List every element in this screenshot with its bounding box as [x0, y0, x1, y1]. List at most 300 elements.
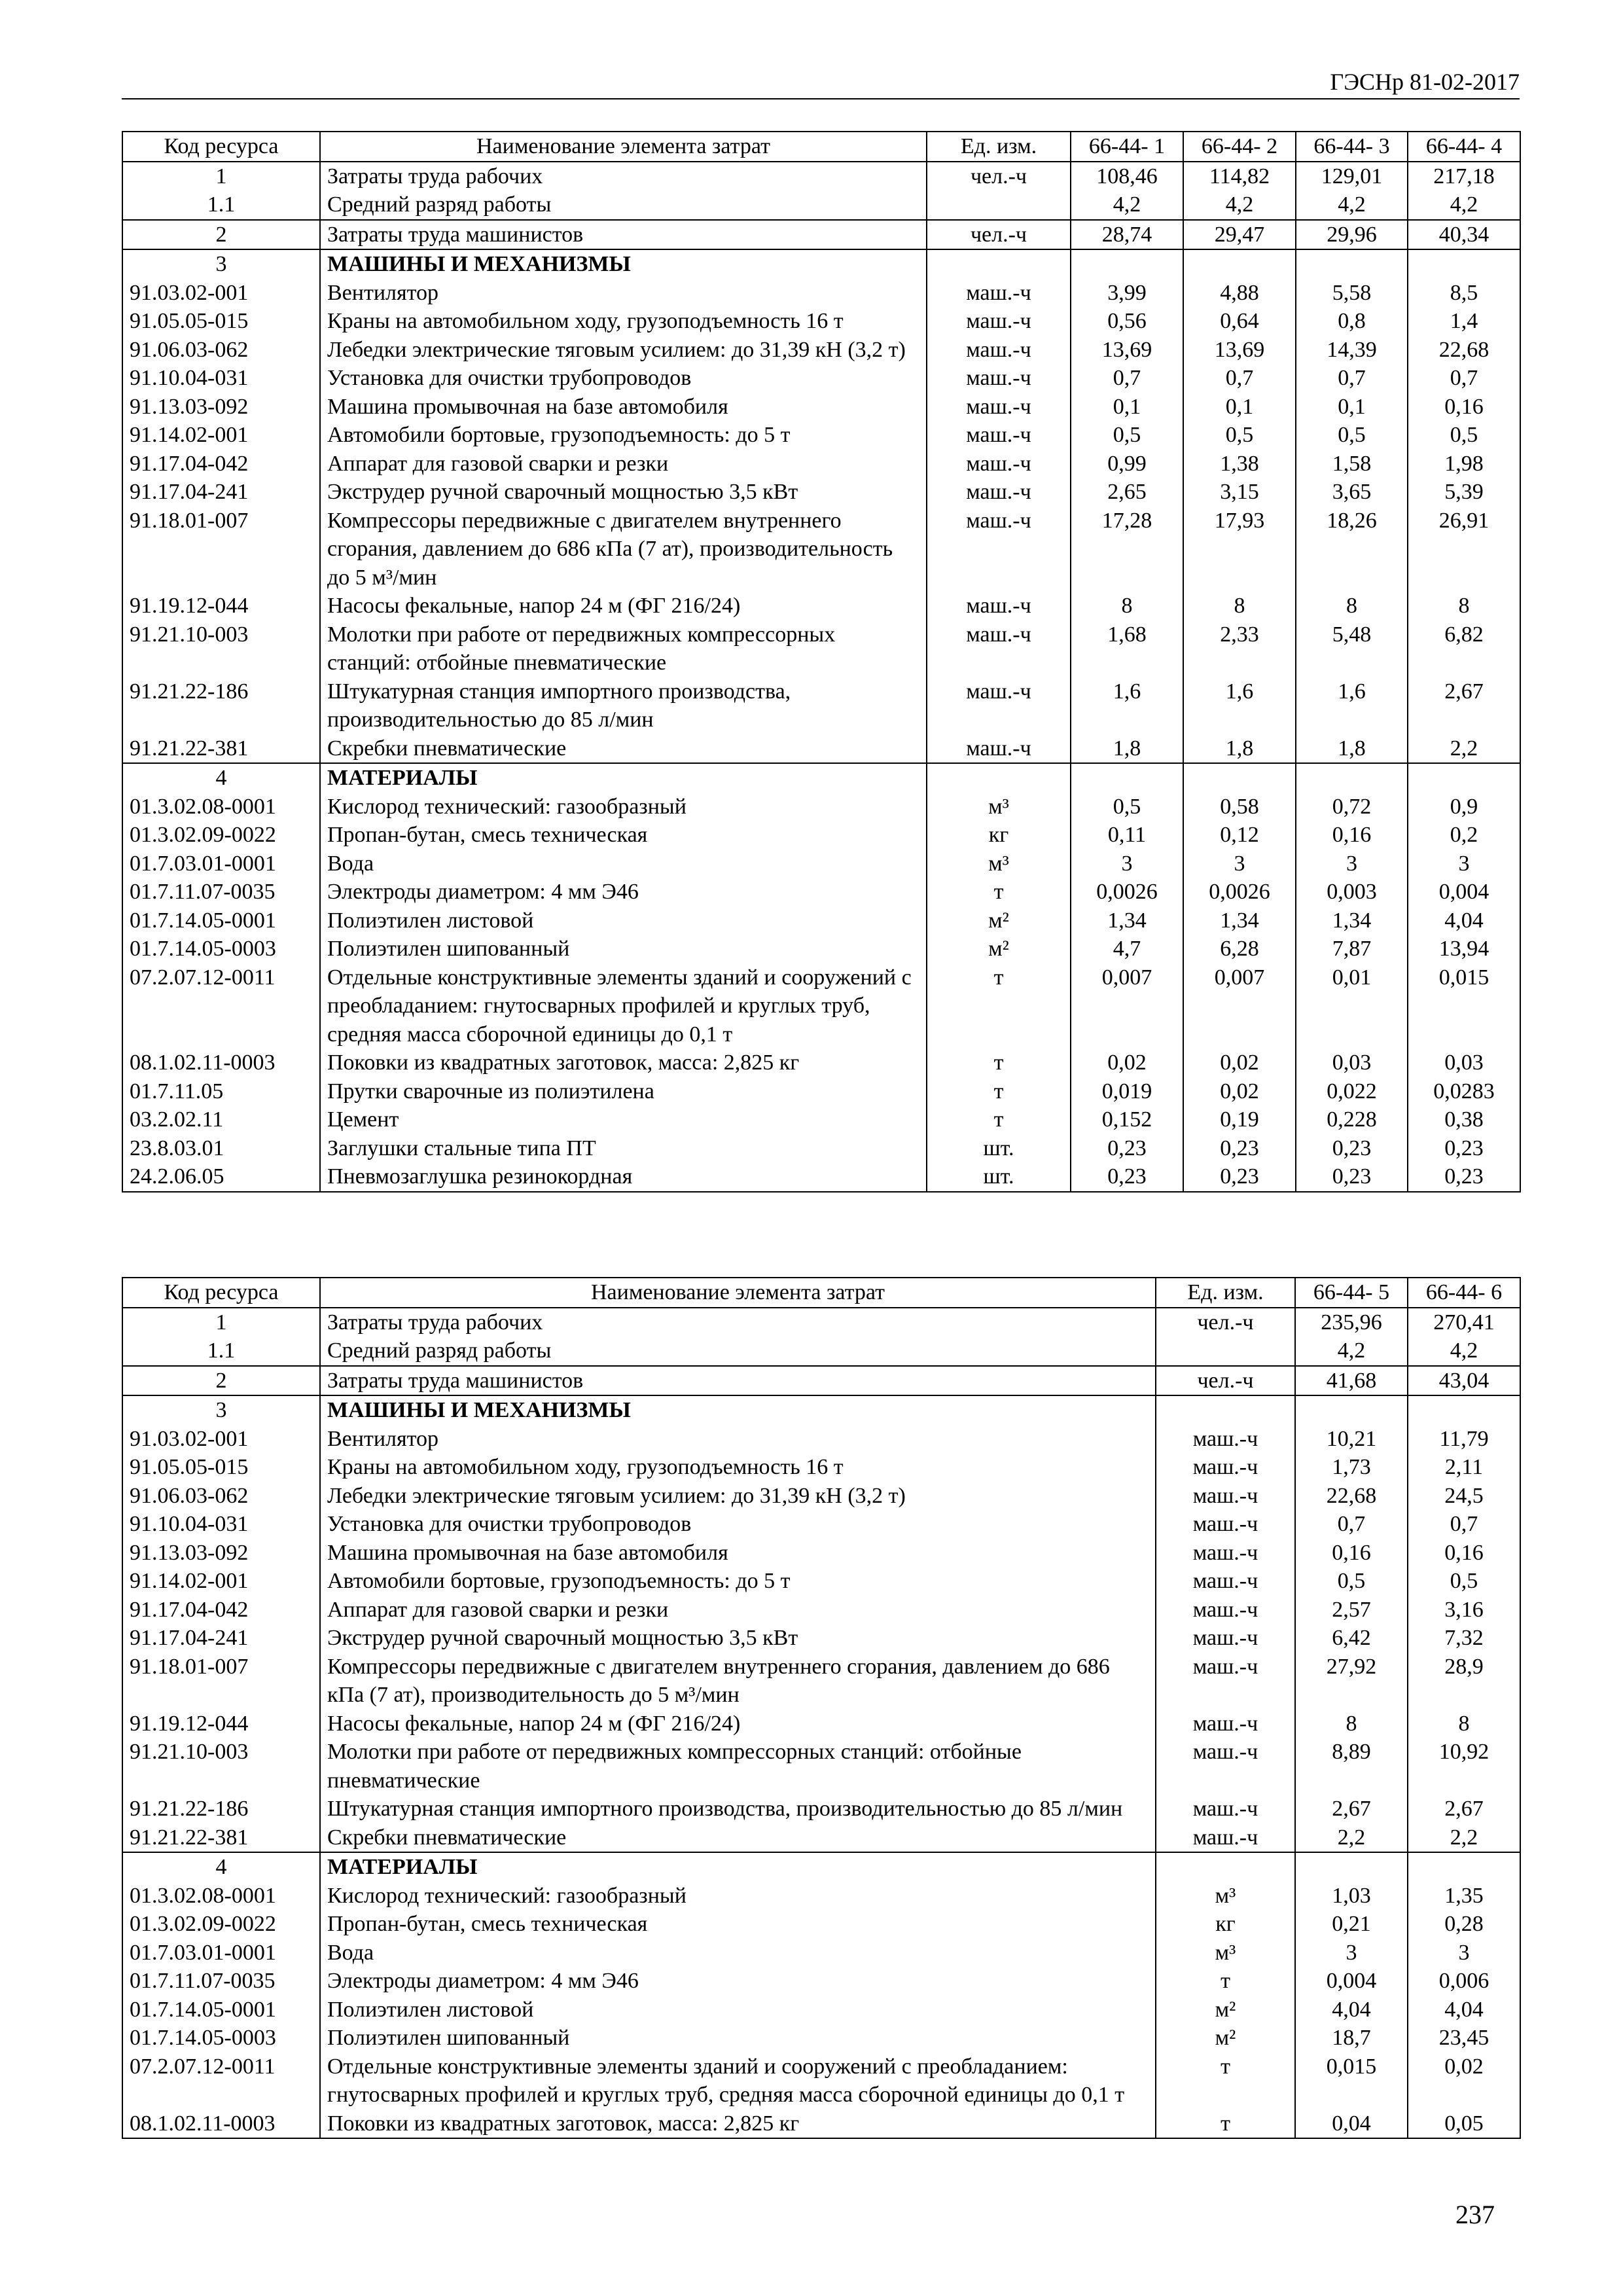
value-cell: 0,23 [1183, 1134, 1296, 1163]
value-cell: 0,23 [1183, 1162, 1296, 1192]
table-row [122, 1162, 1520, 1192]
value-cell: 8,5 [1408, 279, 1520, 308]
unit [1156, 1852, 1295, 1882]
unit: чел.-ч [927, 220, 1071, 250]
value-cell: 2,33 [1183, 620, 1296, 677]
table-row [122, 478, 1520, 507]
resource-name: Вентилятор [320, 279, 927, 308]
value-cell [1408, 1852, 1520, 1882]
resource-code: 01.7.14.05-0001 [122, 906, 320, 935]
table-row [122, 850, 1520, 878]
unit: маш.-ч [1156, 1624, 1295, 1653]
resource-name: Затраты труда рабочих [320, 162, 927, 191]
value-cell: 235,96 [1295, 1308, 1408, 1337]
resource-name: Отдельные конструктивные элементы зданий и сооружений с преобладанием: гнутосварных профилей и круглых труб, средняя масса сборочной единицы до 0,1 т [320, 963, 927, 1049]
value-cell: 8 [1296, 592, 1408, 620]
unit: маш.-ч [1156, 1567, 1295, 1596]
unit: маш.-ч [1156, 1510, 1295, 1539]
value-cell: 8 [1071, 592, 1183, 620]
resource-code: 91.21.22-381 [122, 734, 320, 764]
value-cell: 0,28 [1408, 1910, 1520, 1939]
resource-name: Аппарат для газовой сварки и резки [320, 1596, 1156, 1624]
unit: т [927, 1077, 1071, 1106]
resource-code: 2 [122, 1366, 320, 1396]
value-cell: 3,99 [1071, 279, 1183, 308]
resource-code: 1 [122, 162, 320, 191]
value-cell: 0,7 [1408, 364, 1520, 393]
value-cell: 0,015 [1408, 963, 1520, 1049]
value-cell: 27,92 [1295, 1653, 1408, 1710]
value-cell: 0,004 [1408, 878, 1520, 906]
resource-name: Пропан-бутан, смесь техническая [320, 1910, 1156, 1939]
resource-code: 91.18.01-007 [122, 1653, 320, 1710]
value-cell: 1,38 [1183, 450, 1296, 478]
resource-code: 2 [122, 220, 320, 250]
column-header: Код ресурса [122, 132, 320, 162]
table-row [122, 1425, 1520, 1454]
value-cell: 0,9 [1408, 793, 1520, 821]
resource-name: Штукатурная станция импортного производства, производительностью до 85 л/мин [320, 1795, 1156, 1823]
table-row [122, 1308, 1520, 1337]
value-cell: 0,1 [1183, 393, 1296, 422]
value-cell: 3 [1295, 1939, 1408, 1967]
resource-name: Экструдер ручной сварочный мощностью 3,5 кВт [320, 1624, 1156, 1653]
resource-name: Краны на автомобильном ходу, грузоподъемность 16 т [320, 1453, 1156, 1482]
value-cell: 7,87 [1296, 935, 1408, 963]
value-cell [1408, 763, 1520, 793]
value-cell: 2,11 [1408, 1453, 1520, 1482]
table-row [122, 1105, 1520, 1134]
unit: маш.-ч [1156, 1425, 1295, 1454]
resource-code: 1 [122, 1308, 320, 1337]
unit: м³ [1156, 1939, 1295, 1967]
resource-code: 03.2.02.11 [122, 1105, 320, 1134]
value-cell: 3 [1183, 850, 1296, 878]
resource-name: Затраты труда машинистов [320, 1366, 1156, 1396]
unit: кг [1156, 1910, 1295, 1939]
unit: т [1156, 2053, 1295, 2109]
table-row [122, 734, 1520, 764]
resource-name: Поковки из квадратных заготовок, масса: 2,825 кг [320, 2109, 1156, 2139]
unit: м² [927, 935, 1071, 963]
value-cell: 28,9 [1408, 1653, 1520, 1710]
resource-code: 91.14.02-001 [122, 1567, 320, 1596]
table-row [122, 1710, 1520, 1738]
resource-name: Электроды диаметром: 4 мм Э46 [320, 878, 927, 906]
table-row [122, 963, 1520, 1049]
column-header: 66-44- 5 [1295, 1278, 1408, 1308]
page-number: 237 [1455, 2200, 1495, 2229]
value-cell: 0,1 [1071, 393, 1183, 422]
value-cell: 0,015 [1295, 2053, 1408, 2109]
value-cell: 3 [1408, 1939, 1520, 1967]
table-row [122, 2109, 1520, 2139]
value-cell: 4,2 [1408, 1336, 1520, 1366]
value-cell: 1,34 [1071, 906, 1183, 935]
value-cell: 29,47 [1183, 220, 1296, 250]
table-row [122, 1134, 1520, 1163]
column-header: 66-44- 4 [1408, 132, 1520, 162]
resource-code: 91.19.12-044 [122, 592, 320, 620]
column-header: 66-44- 2 [1183, 132, 1296, 162]
value-cell: 0,58 [1183, 793, 1296, 821]
table-row [122, 190, 1520, 220]
value-cell: 4,2 [1071, 190, 1183, 220]
value-cell: 0,99 [1071, 450, 1183, 478]
value-cell: 0,56 [1071, 307, 1183, 336]
table-row [122, 220, 1520, 250]
value-cell: 4,7 [1071, 935, 1183, 963]
table-a-body [122, 162, 1520, 1192]
resource-name: Насосы фекальные, напор 24 м (ФГ 216/24) [320, 592, 927, 620]
value-cell [1071, 249, 1183, 279]
value-cell: 0,16 [1295, 1539, 1408, 1568]
unit: маш.-ч [1156, 1653, 1295, 1710]
value-cell: 0,7 [1295, 1510, 1408, 1539]
table-row [122, 1967, 1520, 1996]
resource-code: 91.10.04-031 [122, 364, 320, 393]
table-row [122, 906, 1520, 935]
value-cell [1408, 1395, 1520, 1425]
table-row [122, 1910, 1520, 1939]
value-cell: 4,04 [1408, 906, 1520, 935]
table-row [122, 1996, 1520, 2024]
value-cell: 6,82 [1408, 620, 1520, 677]
header-row [122, 132, 1520, 162]
header-row [122, 1278, 1520, 1308]
value-cell [1408, 249, 1520, 279]
value-cell: 5,39 [1408, 478, 1520, 507]
value-cell: 3,16 [1408, 1596, 1520, 1624]
value-cell: 0,16 [1408, 393, 1520, 422]
unit: маш.-ч [927, 734, 1071, 764]
column-header: Код ресурса [122, 1278, 320, 1308]
unit: т [927, 1105, 1071, 1134]
value-cell: 22,68 [1295, 1482, 1408, 1511]
value-cell: 0,23 [1296, 1134, 1408, 1163]
resource-name: Автомобили бортовые, грузоподъемность: до 5 т [320, 421, 927, 450]
header-rule [122, 98, 1520, 99]
unit: маш.-ч [1156, 1596, 1295, 1624]
resource-code: 01.3.02.09-0022 [122, 1910, 320, 1939]
resource-name: Цемент [320, 1105, 927, 1134]
table-row [122, 1366, 1520, 1396]
value-cell: 14,39 [1296, 336, 1408, 365]
value-cell: 1,34 [1183, 906, 1296, 935]
value-cell: 8,89 [1295, 1738, 1408, 1795]
table-row [122, 1653, 1520, 1710]
unit: шт. [927, 1134, 1071, 1163]
value-cell: 13,94 [1408, 935, 1520, 963]
table-row [122, 878, 1520, 906]
unit: маш.-ч [927, 450, 1071, 478]
resource-name: Скребки пневматические [320, 734, 927, 764]
value-cell: 4,2 [1408, 190, 1520, 220]
resource-code: 91.19.12-044 [122, 1710, 320, 1738]
value-cell: 11,79 [1408, 1425, 1520, 1454]
value-cell: 0,16 [1296, 821, 1408, 850]
section-row [122, 1395, 1520, 1425]
value-cell: 6,28 [1183, 935, 1296, 963]
unit [1156, 1336, 1295, 1366]
unit: маш.-ч [1156, 1795, 1295, 1823]
unit: м³ [927, 850, 1071, 878]
table-row [122, 1336, 1520, 1366]
value-cell: 0,7 [1183, 364, 1296, 393]
resource-code: 91.03.02-001 [122, 279, 320, 308]
resource-name: Кислород технический: газообразный [320, 793, 927, 821]
resource-name: Пропан-бутан, смесь техническая [320, 821, 927, 850]
section-row [122, 249, 1520, 279]
value-cell: 0,11 [1071, 821, 1183, 850]
unit: маш.-ч [927, 279, 1071, 308]
value-cell: 4,04 [1408, 1996, 1520, 2024]
resource-name: Вода [320, 850, 927, 878]
value-cell: 1,6 [1183, 677, 1296, 734]
value-cell: 0,23 [1408, 1162, 1520, 1192]
table-row [122, 1510, 1520, 1539]
value-cell: 1,6 [1296, 677, 1408, 734]
value-cell: 18,7 [1295, 2024, 1408, 2053]
resource-name: Средний разряд работы [320, 1336, 1156, 1366]
value-cell: 0,7 [1071, 364, 1183, 393]
section-row [122, 1852, 1520, 1882]
table-row [122, 620, 1520, 677]
table-row [122, 935, 1520, 963]
unit: маш.-ч [927, 592, 1071, 620]
value-cell: 1,98 [1408, 450, 1520, 478]
resource-name: Полиэтилен шипованный [320, 2024, 1156, 2053]
value-cell: 41,68 [1295, 1366, 1408, 1396]
unit: маш.-ч [927, 478, 1071, 507]
unit: маш.-ч [1156, 1482, 1295, 1511]
value-cell [1295, 1395, 1408, 1425]
value-cell: 24,5 [1408, 1482, 1520, 1511]
unit: т [927, 1049, 1071, 1077]
table-row [122, 279, 1520, 308]
value-cell: 0,23 [1071, 1134, 1183, 1163]
table-row [122, 1482, 1520, 1511]
value-cell: 4,2 [1295, 1336, 1408, 1366]
value-cell [1071, 763, 1183, 793]
resource-table-a [122, 131, 1521, 1193]
resource-code: 91.21.22-381 [122, 1823, 320, 1853]
value-cell: 0,72 [1296, 793, 1408, 821]
table-row [122, 1539, 1520, 1568]
resource-code: 3 [122, 249, 320, 279]
unit: маш.-ч [927, 421, 1071, 450]
resource-name: Лебедки электрические тяговым усилием: до 31,39 кН (3,2 т) [320, 1482, 1156, 1511]
value-cell: 0,23 [1408, 1134, 1520, 1163]
table-row [122, 1882, 1520, 1910]
unit: шт. [927, 1162, 1071, 1192]
value-cell: 0,05 [1408, 2109, 1520, 2139]
resource-code: 08.1.02.11-0003 [122, 2109, 320, 2139]
value-cell: 0,022 [1296, 1077, 1408, 1106]
resource-code: 1.1 [122, 1336, 320, 1366]
resource-code: 01.7.03.01-0001 [122, 1939, 320, 1967]
resource-name: Пневмозаглушка резинокордная [320, 1162, 927, 1192]
resource-code: 01.7.11.07-0035 [122, 1967, 320, 1996]
resource-code: 91.21.10-003 [122, 1738, 320, 1795]
table-row [122, 677, 1520, 734]
value-cell: 23,45 [1408, 2024, 1520, 2053]
value-cell: 0,007 [1183, 963, 1296, 1049]
resource-code: 91.17.04-241 [122, 1624, 320, 1653]
value-cell: 0,152 [1071, 1105, 1183, 1134]
resource-code: 91.13.03-092 [122, 1539, 320, 1568]
value-cell: 0,004 [1295, 1967, 1408, 1996]
value-cell: 4,2 [1296, 190, 1408, 220]
resource-code: 91.17.04-241 [122, 478, 320, 507]
value-cell: 3,15 [1183, 478, 1296, 507]
value-cell: 13,69 [1183, 336, 1296, 365]
value-cell: 5,48 [1296, 620, 1408, 677]
resource-name: Машина промывочная на базе автомобиля [320, 1539, 1156, 1568]
value-cell: 0,2 [1408, 821, 1520, 850]
unit: т [1156, 2109, 1295, 2139]
resource-code: 07.2.07.12-0011 [122, 963, 320, 1049]
unit: маш.-ч [927, 677, 1071, 734]
resource-name: Средний разряд работы [320, 190, 927, 220]
resource-name: Компрессоры передвижные с двигателем внутреннего сгорания, давлением до 686 кПа (7 ат), производительность до 5 м³/мин [320, 1653, 1156, 1710]
table-row [122, 592, 1520, 620]
table-row [122, 821, 1520, 850]
value-cell: 0,02 [1071, 1049, 1183, 1077]
resource-name: Компрессоры передвижные с двигателем внутреннего сгорания, давлением до 686 кПа (7 ат), производительность до 5 м³/мин [320, 507, 927, 592]
unit: т [927, 878, 1071, 906]
table-row [122, 793, 1520, 821]
value-cell: 0,7 [1408, 1510, 1520, 1539]
column-header: 66-44- 6 [1408, 1278, 1520, 1308]
resource-name: МАТЕРИАЛЫ [320, 763, 927, 793]
value-cell: 8 [1183, 592, 1296, 620]
unit: чел.-ч [1156, 1366, 1295, 1396]
resource-code: 91.03.02-001 [122, 1425, 320, 1454]
value-cell: 0,006 [1408, 1967, 1520, 1996]
column-header: Наименование элемента затрат [320, 132, 927, 162]
resource-name: Кислород технический: газообразный [320, 1882, 1156, 1910]
resource-name: Вода [320, 1939, 1156, 1967]
resource-code: 01.7.11.07-0035 [122, 878, 320, 906]
table-row [122, 336, 1520, 365]
table-b-header [122, 1278, 1520, 1308]
unit: м³ [927, 793, 1071, 821]
value-cell: 129,01 [1296, 162, 1408, 191]
value-cell: 0,5 [1408, 421, 1520, 450]
table-row [122, 2024, 1520, 2053]
value-cell: 26,91 [1408, 507, 1520, 592]
unit: маш.-ч [1156, 1539, 1295, 1568]
resource-code: 3 [122, 1395, 320, 1425]
value-cell: 0,1 [1296, 393, 1408, 422]
resource-name: Электроды диаметром: 4 мм Э46 [320, 1967, 1156, 1996]
resource-code: 24.2.06.05 [122, 1162, 320, 1192]
resource-name: Молотки при работе от передвижных компрессорных станций: отбойные пневматические [320, 620, 927, 677]
value-cell [1183, 249, 1296, 279]
resource-name: Отдельные конструктивные элементы зданий и сооружений с преобладанием: гнутосварных профилей и круглых труб, средняя масса сборочной единицы до 0,1 т [320, 2053, 1156, 2109]
value-cell: 0,7 [1296, 364, 1408, 393]
value-cell: 0,04 [1295, 2109, 1408, 2139]
resource-name: Установка для очистки трубопроводов [320, 1510, 1156, 1539]
resource-code: 4 [122, 763, 320, 793]
resource-name: МАТЕРИАЛЫ [320, 1852, 1156, 1882]
resource-code: 91.21.10-003 [122, 620, 320, 677]
unit: чел.-ч [1156, 1308, 1295, 1337]
value-cell: 2,67 [1295, 1795, 1408, 1823]
table-row [122, 1939, 1520, 1967]
value-cell: 0,0026 [1071, 878, 1183, 906]
value-cell: 22,68 [1408, 336, 1520, 365]
resource-code: 01.3.02.08-0001 [122, 1882, 320, 1910]
value-cell: 2,67 [1408, 677, 1520, 734]
value-cell: 40,34 [1408, 220, 1520, 250]
resource-code: 01.3.02.08-0001 [122, 793, 320, 821]
resource-code: 91.21.22-186 [122, 677, 320, 734]
resource-code: 01.7.11.05 [122, 1077, 320, 1106]
value-cell: 28,74 [1071, 220, 1183, 250]
resource-name: Молотки при работе от передвижных компрессорных станций: отбойные пневматические [320, 1738, 1156, 1795]
value-cell: 1,58 [1296, 450, 1408, 478]
value-cell: 0,003 [1296, 878, 1408, 906]
resource-code: 01.7.14.05-0003 [122, 2024, 320, 2053]
unit: т [1156, 1967, 1295, 1996]
value-cell: 2,65 [1071, 478, 1183, 507]
value-cell: 5,58 [1296, 279, 1408, 308]
value-cell [1296, 249, 1408, 279]
value-cell: 0,03 [1296, 1049, 1408, 1077]
resource-code: 1.1 [122, 190, 320, 220]
resource-code: 91.05.05-015 [122, 1453, 320, 1482]
value-cell: 0,5 [1071, 421, 1183, 450]
table-row [122, 1567, 1520, 1596]
value-cell: 0,23 [1296, 1162, 1408, 1192]
unit: кг [927, 821, 1071, 850]
value-cell: 1,03 [1295, 1882, 1408, 1910]
value-cell: 0,8 [1296, 307, 1408, 336]
column-header: Наименование элемента затрат [320, 1278, 1156, 1308]
resource-name: Прутки сварочные из полиэтилена [320, 1077, 927, 1106]
resource-code: 91.18.01-007 [122, 507, 320, 592]
value-cell: 0,01 [1296, 963, 1408, 1049]
value-cell: 10,21 [1295, 1425, 1408, 1454]
value-cell: 0,02 [1183, 1049, 1296, 1077]
resource-name: Скребки пневматические [320, 1823, 1156, 1853]
resource-name: Автомобили бортовые, грузоподъемность: до 5 т [320, 1567, 1156, 1596]
value-cell: 217,18 [1408, 162, 1520, 191]
table-row [122, 450, 1520, 478]
unit: чел.-ч [927, 162, 1071, 191]
unit [927, 190, 1071, 220]
column-header: Ед. изм. [1156, 1278, 1295, 1308]
resource-name: Полиэтилен листовой [320, 906, 927, 935]
value-cell: 1,35 [1408, 1882, 1520, 1910]
resource-code: 01.7.14.05-0003 [122, 935, 320, 963]
value-cell: 0,16 [1408, 1539, 1520, 1568]
unit [927, 763, 1071, 793]
value-cell: 0,03 [1408, 1049, 1520, 1077]
resource-name: Аппарат для газовой сварки и резки [320, 450, 927, 478]
resource-code: 91.10.04-031 [122, 1510, 320, 1539]
value-cell: 10,92 [1408, 1738, 1520, 1795]
value-cell: 0,0283 [1408, 1077, 1520, 1106]
table-row [122, 1624, 1520, 1653]
resource-name: Полиэтилен шипованный [320, 935, 927, 963]
table-b-body [122, 1308, 1520, 2139]
value-cell: 0,228 [1296, 1105, 1408, 1134]
resource-name: Затраты труда рабочих [320, 1308, 1156, 1337]
document-code: ГЭСНр 81-02-2017 [1330, 69, 1520, 95]
